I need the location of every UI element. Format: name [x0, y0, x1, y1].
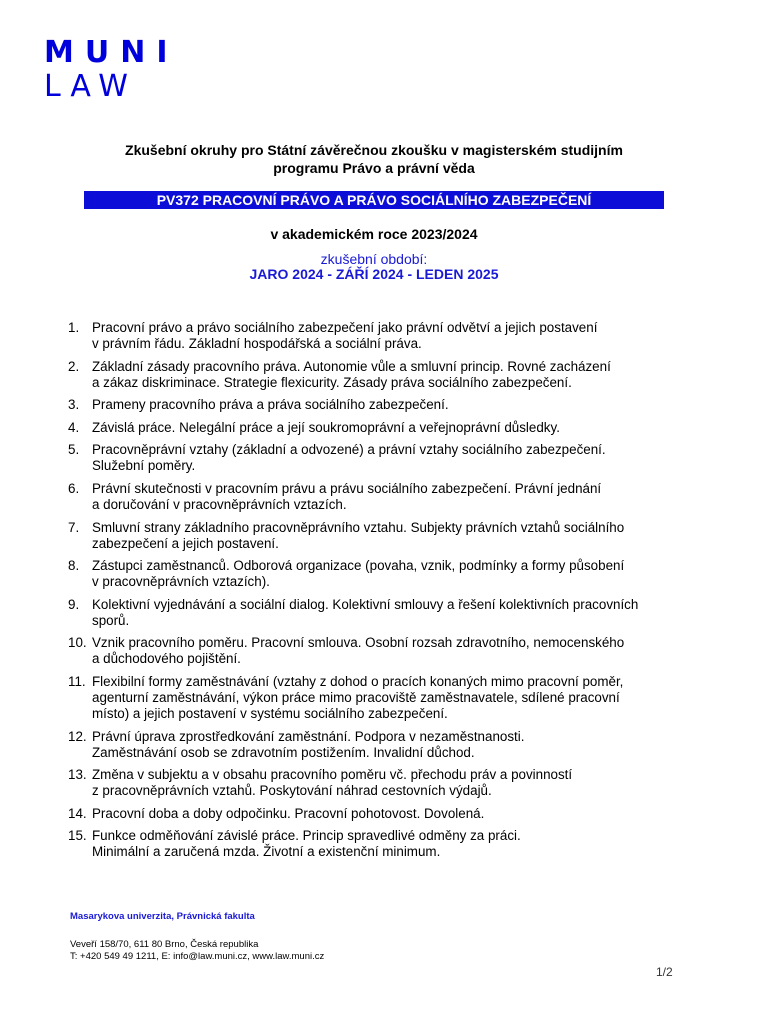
topic-text: Pracovněprávní vztahy (základní a odvozené) a právní vztahy sociálního zabezpečení. Služební poměry.	[92, 442, 606, 474]
topic-item	[68, 767, 688, 799]
topic-number: 4.	[68, 419, 80, 435]
footer-contact-block	[70, 939, 324, 963]
topic-text: Kolektivní vyjednávání a sociální dialog. Kolektivní smlouvy a řešení kolektivních pracovních sporů.	[92, 596, 639, 628]
topic-number: 5.	[68, 442, 80, 458]
topic-text: Smluvní strany základního pracovněprávního vztahu. Subjekty právních vztahů sociálního zabezpečení a jejich postavení.	[92, 519, 625, 551]
exam-period-label: zkušební období:	[320, 251, 428, 267]
topic-number: 1.	[68, 320, 80, 335]
topic-number: 2.	[68, 358, 80, 374]
topic-number: 14.	[68, 805, 87, 821]
topic-item	[68, 520, 688, 552]
footer-contact: T: +420 549 49 1211, E: info@law.muni.cz, www.law.muni.cz	[70, 951, 325, 962]
topic-text: Právní úprava zprostředkování zaměstnání. Podpora v nezaměstnanosti. Zaměstnávání osob se zdravotním postižením. Invalidní důchod.	[92, 728, 525, 760]
topic-number: 10.	[68, 635, 87, 651]
subject-banner: PV372 PRACOVNÍ PRÁVO A PRÁVO SOCIÁLNÍHO ZABEZPEČENÍ	[84, 191, 664, 209]
logo-line-muni: MUNI	[44, 35, 179, 70]
logo-line-law: LAW	[44, 69, 137, 104]
topic-item	[68, 420, 688, 436]
topic-number: 11.	[68, 673, 86, 689]
academic-year: v akademickém roce 2023/2024	[270, 226, 478, 242]
topic-number: 15.	[68, 828, 87, 844]
muni-law-logo	[44, 35, 179, 104]
document-title	[84, 141, 664, 177]
topic-text: Pracovní právo a právo sociálního zabezpečení jako právní odvětví a jejich postavení v právním řádu. Základní hospodářská a sociální práva.	[92, 320, 598, 351]
topic-number: 9.	[68, 596, 80, 612]
topic-number: 8.	[68, 558, 80, 574]
topic-item	[68, 635, 688, 667]
topic-number: 6.	[68, 480, 80, 496]
topic-item	[68, 397, 688, 413]
topic-item	[68, 806, 688, 822]
topic-text: Pracovní doba a doby odpočinku. Pracovní pohotovost. Dovolená.	[92, 805, 485, 821]
topic-item	[68, 674, 688, 722]
title-line-1: Zkušební okruhy pro Státní závěrečnou zkoušku v magisterském studijním	[125, 142, 623, 158]
topic-text: Základní zásady pracovního práva. Autonomie vůle a smluvní princip. Rovné zacházení a zákaz diskriminace. Strategie flexicurity. Zásady práva sociálního zabezpečení.	[92, 358, 611, 390]
footer-address: Veveří 158/70, 611 80 Brno, Česká republika	[70, 939, 259, 950]
exam-topics-list	[68, 320, 688, 867]
topic-item	[68, 828, 688, 860]
topic-text: Flexibilní formy zaměstnávání (vztahy z dohod o pracích konaných mimo pracovní poměr, agenturní zaměstnávání, výkon práce mimo pracoviště zaměstnavatele, sdílené pracovní místo) a jejich postavení v systému sociálního zabezpečení.	[92, 673, 624, 721]
topic-text: Změna v subjektu a v obsahu pracovního poměru vč. přechodu práv a povinností z pracovněprávních vztahů. Poskytování náhrad cestovních výdajů.	[92, 767, 573, 799]
topic-text: Prameny pracovního práva a práva sociálního zabezpečení.	[92, 397, 449, 413]
topic-text: Vznik pracovního poměru. Pracovní smlouva. Osobní rozsah zdravotního, nemocenského a důchodového pojištění.	[92, 635, 625, 667]
exam-period: JARO 2024 - ZÁŘÍ 2024 - LEDEN 2025	[249, 266, 499, 282]
topic-text: Závislá práce. Nelegální práce a její soukromoprávní a veřejnoprávní důsledky.	[92, 419, 560, 435]
topic-number: 7.	[68, 519, 80, 535]
page-number: 1/2	[656, 965, 673, 979]
topic-number: 12.	[68, 728, 87, 744]
topic-item	[68, 597, 688, 629]
footer-organization: Masarykova univerzita, Právnická fakulta	[70, 911, 255, 922]
topic-item	[68, 558, 688, 590]
topic-text: Zástupci zaměstnanců. Odborová organizace (povaha, vznik, podmínky a formy působení v pracovněprávních vztazích).	[92, 558, 625, 590]
topic-item	[68, 320, 688, 352]
topic-text: Funkce odměňování závislé práce. Princip spravedlivé odměny za práci. Minimální a zaručená mzda. Životní a existenční minimum.	[92, 828, 521, 860]
topic-item	[68, 442, 688, 474]
topic-text: Právní skutečnosti v pracovním právu a právu sociálního zabezpečení. Právní jednání a doručování v pracovněprávních vztazích.	[92, 480, 602, 512]
topic-number: 3.	[68, 397, 80, 413]
title-line-2: programu Právo a právní věda	[273, 160, 475, 176]
topic-item	[68, 481, 688, 513]
topic-number: 13.	[68, 767, 87, 783]
topic-item	[68, 359, 688, 391]
topic-item	[68, 729, 688, 761]
